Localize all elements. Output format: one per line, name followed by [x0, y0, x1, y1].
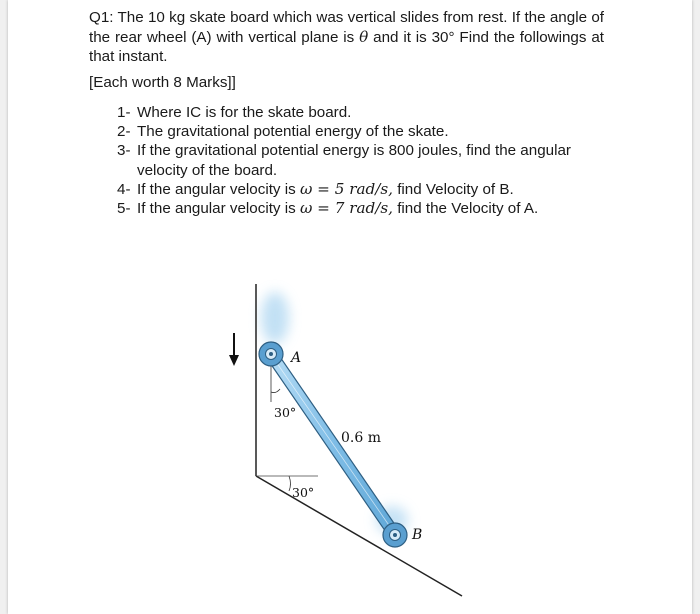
item-text: If the gravitational potential energy is 800 joules, find the angular velocity of the board. [137, 142, 571, 179]
question-label: Q1: [89, 9, 114, 26]
item-text: find Velocity of B. [392, 180, 514, 198]
marks-note: [Each worth 8 Marks]] [89, 74, 236, 91]
wheel-b [383, 523, 407, 547]
theta-symbol: θ [359, 27, 369, 46]
item-text: Where IC is for the skate board. [137, 104, 352, 121]
wheel-a [259, 342, 283, 366]
angle-arc-bottom [289, 476, 291, 491]
item-text: If the angular velocity is [137, 180, 300, 198]
length-label: 0.6 m [341, 430, 381, 446]
item-text: find the Velocity of A. [392, 200, 539, 218]
item-number: 1- [117, 104, 131, 121]
item-number: 2- [117, 123, 131, 141]
omega-formula: ω = 5 rad/s, [299, 179, 393, 198]
down-arrow-icon [229, 333, 239, 366]
item-text: The gravitational potential energy of the skate. [137, 123, 449, 141]
item-number: 3- [117, 142, 131, 160]
item-number: 4- [117, 180, 131, 198]
item-number: 5- [117, 200, 131, 218]
angle-label-bottom: 30° [292, 485, 315, 500]
question-body-2: and it is 30° Find the followings at that instant. [89, 28, 604, 65]
angle-label-top: 30° [274, 405, 297, 420]
label-b: B [412, 527, 423, 543]
question-body-1: The 10 kg skate board which was vertical slides from rest. If the angle of the rear wheel (A) with vertical plane is [89, 9, 604, 46]
omega-formula: ω = 7 rad/s, [299, 199, 393, 218]
item-text: If the angular velocity is [137, 200, 300, 218]
inclined-floor [256, 476, 462, 596]
angle-arc-top [271, 389, 280, 393]
label-a: A [291, 350, 302, 366]
